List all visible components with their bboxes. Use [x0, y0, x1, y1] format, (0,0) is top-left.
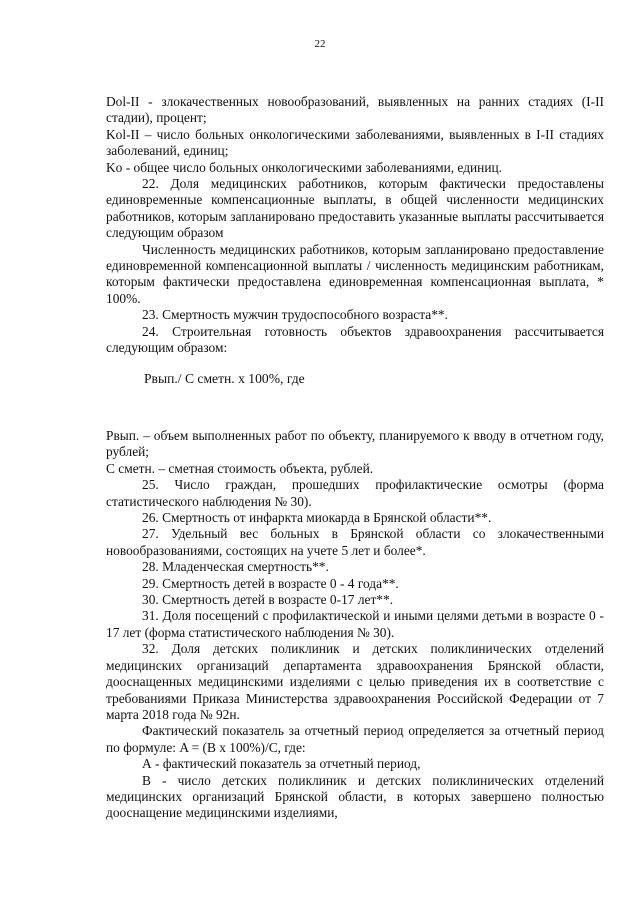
- item-29: 29. Смертность детей в возрасте 0 - 4 года**.: [142, 575, 399, 591]
- definition-ko: Ko - общее число больных онкологическими заболеваниями, единиц.: [106, 159, 503, 175]
- item-25: 25. Число граждан, прошедших профилактические осмотры (форма статистического наблюдения № 30).: [106, 477, 604, 509]
- text-block-top: [106, 94, 604, 387]
- formula-rvyp: Рвып./ С сметн. х 100%, где: [144, 370, 305, 386]
- item-28: 28. Младенческая смертность**.: [142, 559, 329, 575]
- definition-rvyp: Рвып. – объем выполненных работ по объекту, планируемого к вводу в отчетном году, рублей;: [106, 428, 604, 460]
- definition-b: В - число детских поликлиник и детских поликлинических отделений медицинских организаций Брянской области, в которых завершено полностью дооснащение медицинскими изделиями,: [106, 772, 604, 821]
- item-30: 30. Смертность детей в возрасте 0-17 лет**.: [142, 592, 394, 608]
- item-23: 23. Смертность мужчин трудоспособного возраста**.: [142, 307, 448, 323]
- page-number: 22: [314, 38, 326, 50]
- item-27: 27. Удельный вес больных в Брянской области со злокачественными новообразованиями, состоящих на учете 5 лет и более*.: [106, 526, 604, 558]
- definition-kol: Kol-II – число больных онкологическими заболеваниями, выявленных в I-II стадиях заболеваний, единиц;: [106, 126, 604, 159]
- definition-dol: Dol-II - злокачественных новообразований, выявленных на ранних стадиях (I-II стадии), процент;: [106, 94, 604, 126]
- formula-paragraph: Фактический показатель за отчетный период определяется за отчетный период по формуле: A = (B x 100%)/C, где:: [106, 723, 604, 755]
- item-22-formula: Численность медицинских работников, которым запланировано предоставление единовременной компенсационной выплаты / численность медицинским работникам, которым фактически предоставлена единовременная компенсационная выплата, * 100%.: [106, 241, 604, 306]
- item-22: 22. Доля медицинских работников, которым фактически предоставлены единовременные компенсационные выплаты, в общей численности медицинских работников, которым запланировано предоставить указанные выплаты рассчитывается следующим образом: [106, 176, 604, 241]
- item-31: 31. Доля посещений с профилактической и иными целями детьми в возрасте 0 - 17 лет (форма статистического наблюдения № 30).: [106, 608, 604, 640]
- definition-a: А - фактический показатель за отчетный период,: [142, 756, 421, 772]
- definition-csmetn: С сметн. – сметная стоимость объекта, рублей.: [106, 460, 374, 476]
- item-26: 26. Смертность от инфаркта миокарда в Брянской области**.: [142, 510, 492, 526]
- item-24: 24. Строительная готовность объектов здравоохранения рассчитывается следующим образом:: [106, 323, 604, 356]
- item-32: 32. Доля детских поликлиник и детских поликлинических отделений медицинских организаций департамента здравоохранения Брянской области, дооснащенных медицинскими изделиями с целью приведения их в соответствие с требованиями Приказа Министерства здравоохранения Российской Федерации от 7 марта 2018 года № 92н.: [106, 641, 604, 722]
- text-block-bottom: [106, 428, 604, 822]
